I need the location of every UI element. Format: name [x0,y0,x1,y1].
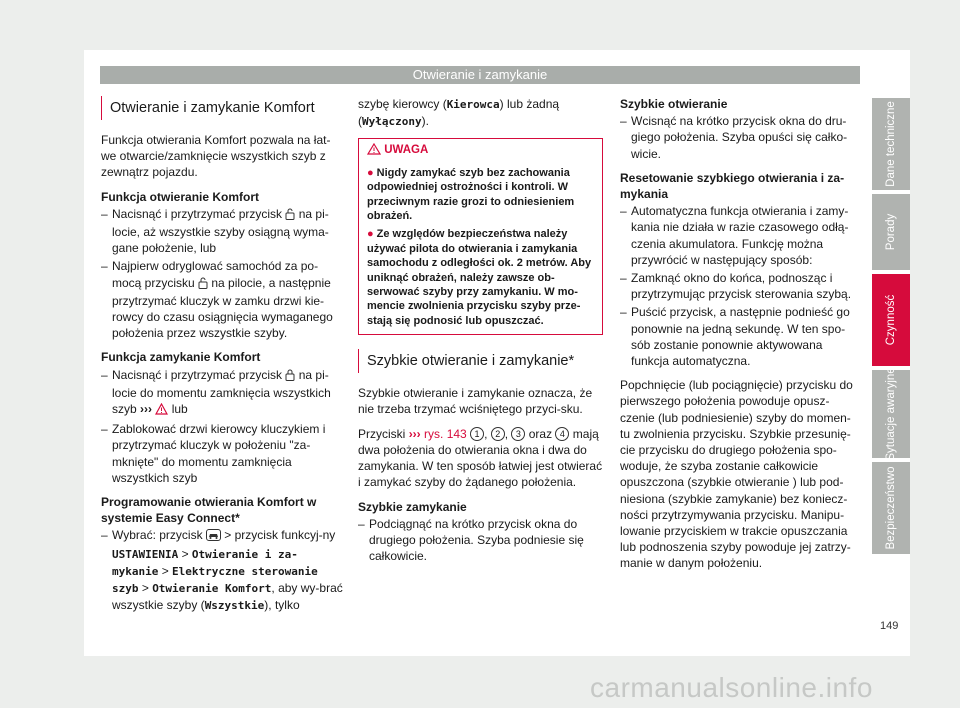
close-steps [101,367,344,486]
section-heading: Szybkie otwieranie i zamykanie* [358,349,603,373]
open-steps [101,206,344,342]
warning-box [358,138,603,335]
column-3 [620,96,860,580]
subheading-close: Szybkie zamykanie [358,499,467,514]
list-item: – Nacisnąć i przytrzymać przycisk na pi-locie do momentu zamknięcia wszystkich szyb ››› lub [101,367,344,420]
tab-bezpieczenstwo[interactable]: Bezpieczeństwo [872,462,910,554]
column-1 [101,96,344,622]
section-heading: Otwieranie i zamykanie Komfort [101,96,344,120]
body-paragraph: Popchnięcie (lub pociągnięcie) przycisku do pierwszego położenia powoduje opusz-czenie (lub podniesienie) szyby do momen-tu zwolnienia przycisku. Szybkie przesunię-cie przycisku do drugiego położenia spo-woduje, że szyba zostanie całkowicie opuszczona (szybkie otwieranie ) lub pod-niesiona (szybkie zamykanie) bez koniecz-ności przytrzymywania przycisku. Manipu-lowanie przyciskiem w trakcie opuszczania lub podnoszenia szyby powoduje jej zatrzy-manie w danym położeniu. [620,378,853,571]
buttons-text: Przyciski ››› rys. 143 1 , 2 , 3 oraz 4 mają dwa położenia do otwierania okna i dwa do zamykania. W ten sposób łatwiej jest otwierać i zamykać szyby do żądanego położenia. [358,426,603,490]
tab-czynnosc[interactable]: Czynność [872,274,910,366]
unlock-icon [285,208,295,224]
tab-dane-techniczne[interactable]: Dane techniczne [872,98,910,190]
callout-number: 4 [555,427,569,441]
warning-triangle-icon [367,143,381,159]
callout-number: 1 [470,427,484,441]
reference-arrow-icon: ››› [140,402,153,417]
warning-header: UWAGA [359,139,602,161]
callout-number: 3 [511,427,525,441]
figure-reference[interactable]: rys. 143 [424,426,467,441]
list-item: – Nacisnąć i przytrzymać przycisk na pi-locie, aż wszystkie szyby osiągną wyma-gane położenie, lub [101,206,344,257]
watermark: carmanualsonline.info [590,672,873,703]
subheading-open: Funkcja otwieranie Komfort [101,189,260,204]
list-item: – Najpierw odryglować samochód za po-mocą przycisku na pilocie, a następnie przytrzymać kluczyk w zamku drzwi kie-rowcy do czasu osiągnięcia wymaganego położenia przez wszystkie szyby. [101,258,344,341]
warning-item: ● Ze względów bezpieczeństwa należy używać pilota do otwierania i zamykania samochodu z odległości ok. 2 metrów. Aby uniknąć obrażeń, należy zawsze ob-serwować szyby przy zamykaniu. W mo-mencie zwolnienia przycisku szyby prze-stają się podnosić lub opuszczać. [367,228,592,327]
continued-text: szybę kierowcy (Kierowca) lub żadną (Wyłączony). [358,97,560,129]
reference-arrow-icon: ››› [408,426,421,441]
tab-porady[interactable]: Porady [872,194,910,270]
list-item: – Zamknąć okno do końca, podnosząc i przytrzymując przycisk sterowania szybą. [620,270,860,302]
lock-icon [285,369,295,385]
program-steps [101,527,344,614]
reset-steps [620,203,860,369]
subheading-program: Programowanie otwierania Komfort w systemie Easy Connect* [101,495,317,526]
intro-text: Szybkie otwieranie i zamykanie oznacza, że nie trzeba trzymać wciśniętego przyci-sku. [358,386,593,417]
car-button-icon [206,529,221,545]
list-item: – Wcisnąć na krótko przycisk okna do dru-giego położenia. Szyba opuści się całko-wicie. [620,113,860,162]
intro-text: Funkcja otwierania Komfort pozwala na łat-we otwarcie/zamknięcie wszystkich szyb z zewnątrz pojazdu. [101,133,331,180]
unlock-icon [198,277,208,293]
list-item: – Zablokować drzwi kierowcy kluczykiem i przytrzymać kluczyk w położeniu "za-mknięte" do momentu zamknięcia wszystkich szyb [101,421,344,486]
warning-triangle-icon [155,403,168,419]
list-item: – Puścić przycisk, a następnie podnieść go ponownie na jedną sekundę. W ten spo-sób zostanie ponownie aktywowana funkcja automatyczna. [620,304,860,369]
list-item: – Podciągnąć na krótko przycisk okna do drugiego położenia. Szyba podniesie się całkowicie. [358,516,603,565]
chapter-tabs [872,98,910,558]
page-header: Otwieranie i zamykanie [100,66,860,84]
column-2 [358,96,603,572]
subheading-close: Funkcja zamykanie Komfort [101,350,261,365]
list-item: – Automatyczna funkcja otwierania i zamy-kania nie działa w razie czasowego odłą-czenia akumulatora. Funkcję można przywrócić w następujący sposób: [620,203,860,268]
callout-number: 2 [491,427,505,441]
subheading-reset: Resetowanie szybkiego otwierania i za-mykania [620,170,845,202]
list-item: – Wybrać: przycisk > przycisk funkcyj-ny USTAWIENIA > Otwieranie i za-mykanie > Elektryczne sterowanie szyb > Otwieranie Komfort, aby wy-brać wszystkie szyby (Wszystkie), tylko [101,527,344,614]
tab-sytuacje-awaryjne[interactable]: Sytuacje awaryjne [872,370,910,458]
open-steps [620,113,860,162]
page-number: 149 [880,620,899,632]
close-steps [358,516,603,565]
subheading-open: Szybkie otwieranie [620,97,728,111]
warning-item: ● Nigdy zamykać szyb bez zachowania odpowiedniej ostrożności i kontroli. W przeciwnym razie grozi to odniesieniem obrażeń. [367,166,575,223]
